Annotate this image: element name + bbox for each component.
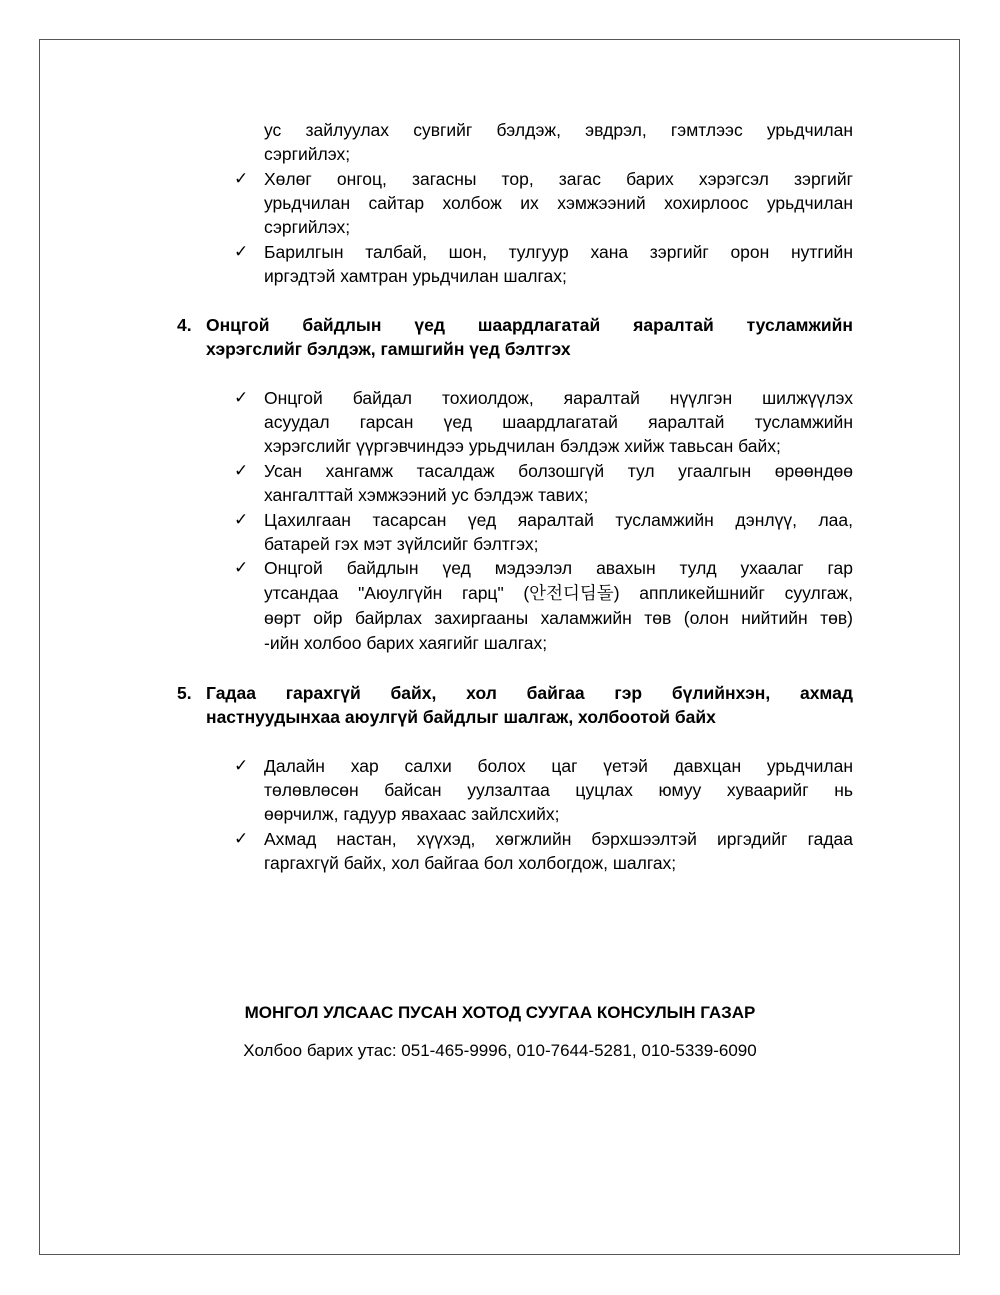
checkmark-icon: ✓ — [234, 461, 249, 480]
list-item-line: төлөвлөсөн байсан уулзалтаа цуцлах юмуу хуваарийг нь — [264, 780, 853, 800]
list-item-line: Онцгой байдлын үед мэдээлэл авахын тулд ухаалаг гар — [264, 558, 853, 578]
list-item-line: урьдчилан сайтар холбож их хэмжээний хохирлоос урьдчилан — [264, 193, 853, 213]
checkmark-icon: ✓ — [234, 558, 249, 577]
section-heading-line: хэрэгслийг бэлдэж, гамшгийн үед бэлтгэх — [206, 339, 571, 359]
section-heading-line: Гадаа гарахгүй байх, хол байгаа гэр бүлийнхэн, ахмад — [206, 683, 853, 703]
section-number: 5. — [177, 683, 192, 703]
continued-item-line: сэргийлэх; — [264, 144, 351, 164]
list-item-line: Онцгой байдал тохиолдож, яаралтай нүүлгэн шилжүүлэх — [264, 388, 853, 408]
continued-item-line: ус зайлуулах сувгийг бэлдэж, эвдрэл, гэмтлээс урьдчилан — [264, 120, 853, 140]
checkmark-icon: ✓ — [234, 829, 249, 848]
checkmark-icon: ✓ — [234, 388, 249, 407]
list-item-line: Далайн хар салхи болох цаг үетэй давхцан урьдчилан — [264, 756, 853, 776]
section-number: 4. — [177, 315, 192, 335]
consulate-title: МОНГОЛ УЛСААС ПУСАН ХОТОД СУУГАА КОНСУЛЫН ГАЗАР — [244, 1003, 756, 1022]
list-item-line: Барилгын талбай, шон, тулгуур хана зэргийг орон нутгийн — [264, 242, 853, 262]
list-item-line: асуудал гарсан үед шаардлагатай яаралтай тусламжийн — [264, 412, 853, 432]
list-item-line: Ахмад настан, хүүхэд, хөгжлийн бэрхшээлтэй иргэдийг гадаа — [264, 829, 853, 849]
list-item-line: хангалттай хэмжээний ус бэлдэж тавих; — [264, 485, 589, 505]
checkmark-icon: ✓ — [234, 169, 249, 188]
checkmark-icon: ✓ — [234, 756, 249, 775]
list-item-line: сэргийлэх; — [264, 217, 351, 237]
list-item-line: Цахилгаан тасарсан үед яаралтай тусламжийн дэнлүү, лаа, — [264, 510, 853, 530]
list-item-line: өөрчилж, гадуур явахаас зайлсхийх; — [264, 804, 560, 824]
list-item-line: Хөлөг онгоц, загасны тор, загас барих хэрэгсэл зэргийг — [264, 169, 853, 189]
contact-phones: Холбоо барих утас: 051-465-9996, 010-7644-5281, 010-5339-6090 — [243, 1041, 757, 1060]
section-heading-line: настнуудынхаа аюулгүй байдлыг шалгаж, холбоотой байх — [206, 707, 716, 727]
list-item-line: иргэдтэй хамтран урьдчилан шалгах; — [264, 266, 567, 286]
section-heading-line: Онцгой байдлын үед шаардлагатай яаралтай тусламжийн — [206, 315, 853, 335]
checkmark-icon: ✓ — [234, 510, 249, 529]
list-item-line: хэрэгслийг үүргэвчиндээ урьдчилан бэлдэж хийж тавьсан байх; — [264, 436, 781, 456]
list-item-line: батарей гэх мэт зүйлсийг бэлтгэх; — [264, 534, 539, 554]
list-item-line: гаргахгүй байх, хол байгаа бол холбогдож, шалгах; — [264, 853, 677, 873]
list-item-line: Усан хангамж тасалдаж болзошгүй тул угаалгын өрөөндөө — [264, 461, 853, 481]
checkmark-icon: ✓ — [234, 242, 249, 261]
list-item-line: -ийн холбоо барих хаягийг шалгах; — [264, 633, 548, 653]
list-item-line: өөрт ойр байрлах захиргааны халамжийн төв (олон нийтийн төв) — [264, 608, 853, 628]
list-item-line: утсандаа "Аюулгүйн гарц" (안전디딤돌) аппликейшнийг суулгаж, — [264, 583, 853, 603]
